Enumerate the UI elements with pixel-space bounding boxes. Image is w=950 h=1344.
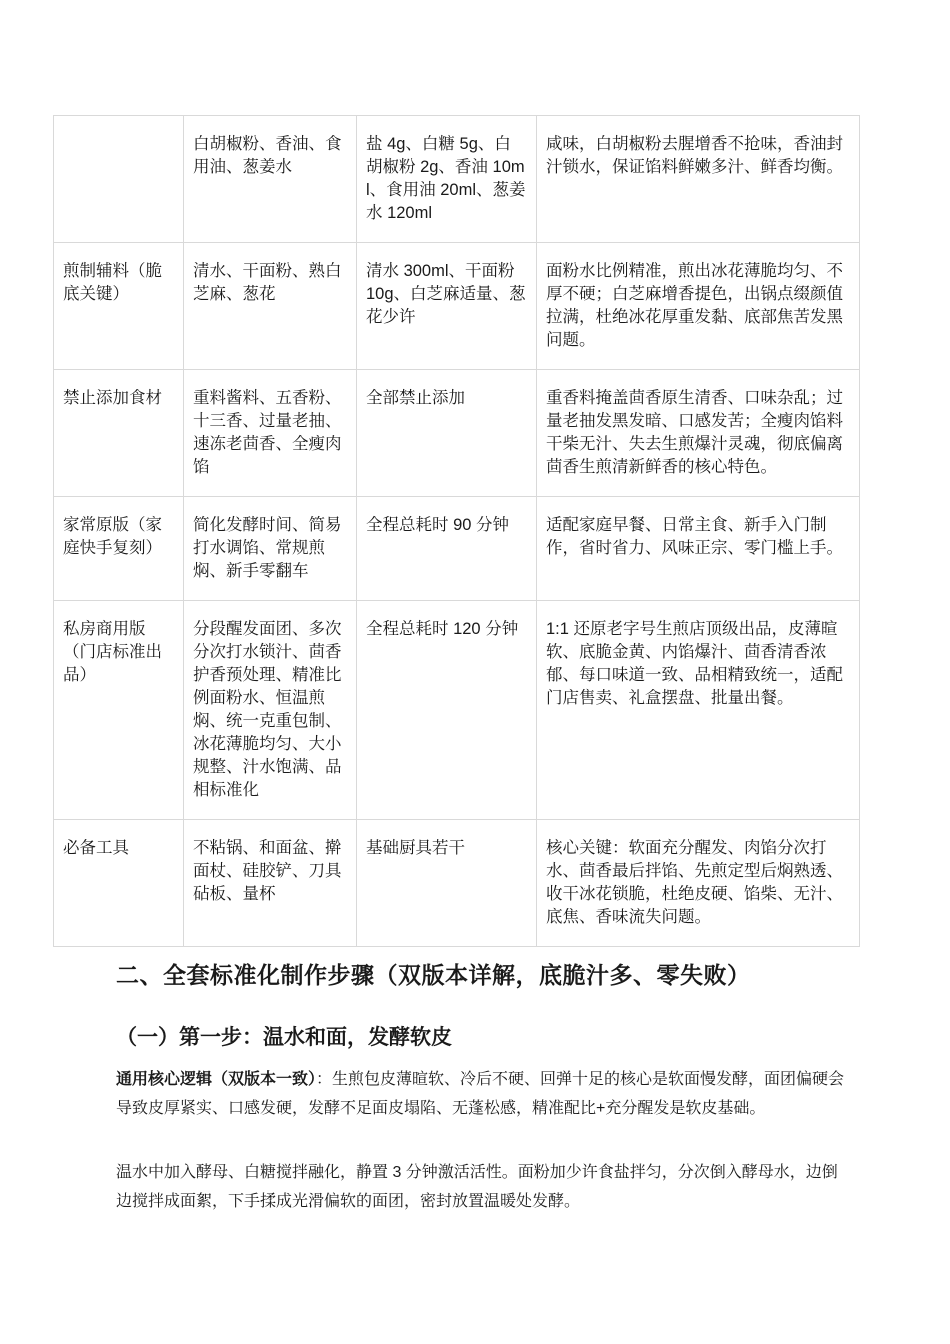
table-cell: 禁止添加食材 (54, 370, 184, 497)
table-cell: 清水 300ml、干面粉 10g、白芝麻适量、葱花少许 (357, 243, 537, 370)
method-paragraph: 温水中加入酵母、白糖搅拌融化，静置 3 分钟激活活性。面粉加少许食盐拌匀，分次倒入酵母水，边倒边搅拌成面絮，下手揉成光滑偏软的面团，密封放置温暖处发酵。 (116, 1164, 838, 1210)
table-cell: 基础厨具若干 (357, 820, 537, 947)
core-logic-text: ：生煎包皮薄暄软、冷后不硬、回弹十足的核心是软面慢发酵，面团偏硬会导致皮厚紧实、口感发硬，发酵不足面皮塌陷、无蓬松感，精准配比+充分醒发是软皮基础。 (116, 1071, 845, 1117)
table-cell: 核心关键：软面充分醒发、肉馅分次打水、茴香最后拌馅、先煎定型后焖熟透、收干冰花锁脆，杜绝皮硬、馅柴、无汁、底焦、香味流失问题。 (537, 820, 860, 947)
table-cell: 分段醒发面团、多次分次打水锁汁、茴香护香预处理、精准比例面粉水、恒温煎焖、统一克重包制、冰花薄脆均匀、大小规整、汁水饱满、品相标准化 (184, 601, 357, 820)
table-cell: 清水、干面粉、熟白芝麻、葱花 (184, 243, 357, 370)
table-cell: 煎制辅料（脆底关键） (54, 243, 184, 370)
step-heading: （一）第一步：温水和面，发酵软皮 (116, 1026, 452, 1049)
table-cell: 重料酱料、五香粉、十三香、过量老抽、速冻老茴香、全瘦肉馅 (184, 370, 357, 497)
table-cell: 不粘锅、和面盆、擀面杖、硅胶铲、刀具砧板、量杯 (184, 820, 357, 947)
table-cell: 面粉水比例精准，煎出冰花薄脆均匀、不厚不硬；白芝麻增香提色，出锅点缀颜值拉满，杜绝冰花厚重发黏、底部焦苦发黑问题。 (537, 243, 860, 370)
section-heading: 二、全套标准化制作步骤（双版本详解，底脆汁多、零失败） (116, 962, 751, 988)
table-cell: 盐 4g、白糖 5g、白胡椒粉 2g、香油 10ml、食用油 20ml、葱姜水 120ml (357, 116, 537, 243)
table-row (54, 116, 860, 243)
table-cell: 1:1 还原老字号生煎店顶级出品，皮薄暄软、底脆金黄、内馅爆汁、茴香清香浓郁、每口味道一致、品相精致统一，适配门店售卖、礼盒摆盘、批量出餐。 (537, 601, 860, 820)
table-cell: 重香料掩盖茴香原生清香、口味杂乱；过量老抽发黑发暗、口感发苦；全瘦肉馅料干柴无汁、失去生煎爆汁灵魂，彻底偏离茴香生煎清新鲜香的核心特色。 (537, 370, 860, 497)
table-cell: 必备工具 (54, 820, 184, 947)
table-cell: 白胡椒粉、香油、食用油、葱姜水 (184, 116, 357, 243)
core-logic-label: 通用核心逻辑（双版本一致） (116, 1071, 317, 1088)
table-cell: 全部禁止添加 (357, 370, 537, 497)
table-row (54, 497, 860, 601)
table-cell: 家常原版（家庭快手复刻） (54, 497, 184, 601)
table-row (54, 243, 860, 370)
table-cell (54, 116, 184, 243)
table-row (54, 370, 860, 497)
table-cell: 适配家庭早餐、日常主食、新手入门制作，省时省力、风味正宗、零门槛上手。 (537, 497, 860, 601)
table-row (54, 601, 860, 820)
table-row (54, 820, 860, 947)
table-cell: 私房商用版（门店标准出品） (54, 601, 184, 820)
table-cell: 咸味，白胡椒粉去腥增香不抢味，香油封汁锁水，保证馅料鲜嫩多汁、鲜香均衡。 (537, 116, 860, 243)
ingredient-table (53, 115, 860, 947)
table-cell: 简化发酵时间、简易打水调馅、常规煎焖、新手零翻车 (184, 497, 357, 601)
table-cell: 全程总耗时 90 分钟 (357, 497, 537, 601)
table-cell: 全程总耗时 120 分钟 (357, 601, 537, 820)
core-logic-paragraph (116, 1065, 846, 1123)
